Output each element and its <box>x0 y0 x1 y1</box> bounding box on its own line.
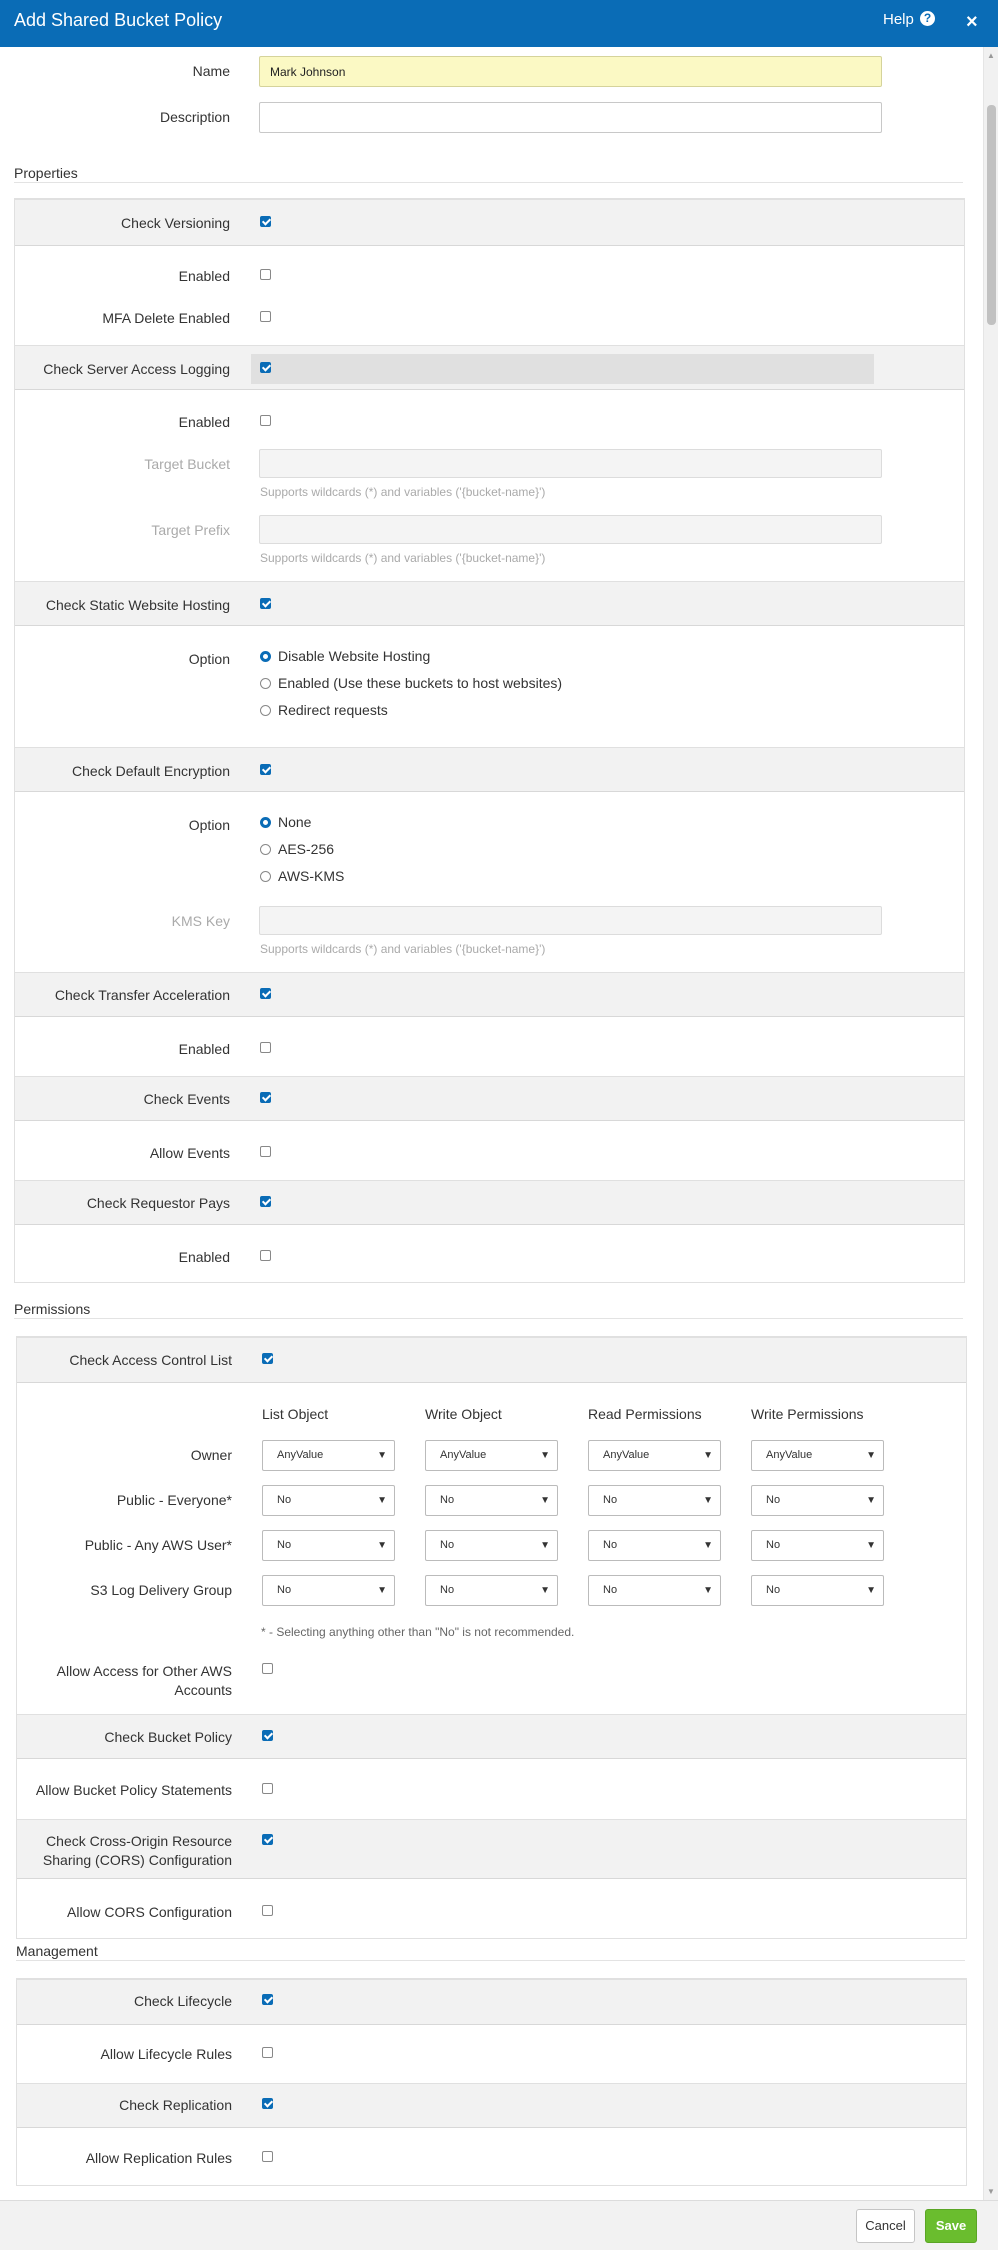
encryption-none-radio[interactable] <box>260 817 271 828</box>
check-bucket-policy-label: Check Bucket Policy <box>104 1729 232 1745</box>
bucket-policy-statements-checkbox[interactable] <box>262 1783 273 1794</box>
acceleration-enabled-label: Enabled <box>178 1041 230 1057</box>
acl-warning-note: * - Selecting anything other than "No" is not recommended. <box>261 1625 575 1639</box>
check-acceleration-checkbox[interactable] <box>260 988 271 999</box>
target-prefix-label: Target Prefix <box>151 522 230 538</box>
check-encryption-label: Check Default Encryption <box>72 763 230 779</box>
check-website-checkbox[interactable] <box>260 598 271 609</box>
aws-user-read-permissions-select[interactable]: No ▼ <box>588 1530 721 1561</box>
chevron-down-icon: ▼ <box>377 1540 387 1551</box>
col-write-permissions: Write Permissions <box>751 1406 864 1422</box>
divider <box>14 182 963 183</box>
divider <box>16 1960 965 1961</box>
dialog-title: Add Shared Bucket Policy <box>14 10 223 30</box>
check-bucket-policy-checkbox[interactable] <box>262 1730 273 1741</box>
check-replication-label: Check Replication <box>119 2097 232 2113</box>
log-delivery-write-permissions-select[interactable]: No ▼ <box>751 1575 884 1606</box>
target-prefix-input[interactable] <box>259 515 882 544</box>
save-button[interactable]: Save <box>925 2209 977 2243</box>
lifecycle-rules-label: Allow Lifecycle Rules <box>100 2046 232 2062</box>
chevron-down-icon: ▼ <box>540 1540 550 1551</box>
website-enabled-label: Enabled (Use these buckets to host websites) <box>278 675 563 691</box>
chevron-down-icon: ▼ <box>703 1540 713 1551</box>
scrollbar[interactable] <box>983 47 998 2200</box>
chevron-down-icon: ▼ <box>540 1495 550 1506</box>
acl-row-any-aws-user-label: Public - Any AWS User* <box>84 1537 232 1553</box>
logging-focus-bar <box>251 354 874 384</box>
chevron-down-icon: ▼ <box>866 1585 876 1596</box>
col-write-object: Write Object <box>425 1406 502 1422</box>
log-delivery-write-object-select[interactable]: No ▼ <box>425 1575 558 1606</box>
versioning-enabled-checkbox[interactable] <box>260 269 271 280</box>
encryption-kms-radio[interactable] <box>260 871 271 882</box>
check-events-checkbox[interactable] <box>260 1092 271 1103</box>
replication-rules-label: Allow Replication Rules <box>85 2150 232 2166</box>
chevron-down-icon: ▼ <box>866 1495 876 1506</box>
check-logging-checkbox[interactable] <box>260 362 271 373</box>
kms-key-label: KMS Key <box>171 913 230 929</box>
check-events-label: Check Events <box>143 1091 230 1107</box>
target-bucket-label: Target Bucket <box>144 456 230 472</box>
versioning-enabled-label: Enabled <box>178 268 230 284</box>
log-delivery-list-object-select[interactable]: No ▼ <box>262 1575 395 1606</box>
check-website-label: Check Static Website Hosting <box>45 597 230 613</box>
bucket-policy-statements-label: Allow Bucket Policy Statements <box>35 1782 232 1798</box>
cancel-button[interactable]: Cancel <box>856 2209 915 2243</box>
mfa-delete-label: MFA Delete Enabled <box>102 310 230 326</box>
divider <box>14 1318 963 1319</box>
check-cors-label: Check Cross-Origin Resource Sharing (CORS) Configuration <box>42 1833 232 1868</box>
chevron-down-icon: ▼ <box>377 1585 387 1596</box>
chevron-down-icon: ▼ <box>866 1450 876 1461</box>
encryption-aes-radio[interactable] <box>260 844 271 855</box>
encryption-option-label: Option <box>188 817 230 833</box>
website-disable-radio[interactable] <box>260 651 271 662</box>
encryption-kms-label: AWS-KMS <box>278 868 345 884</box>
other-accounts-checkbox[interactable] <box>262 1663 273 1674</box>
chevron-down-icon: ▼ <box>377 1450 387 1461</box>
allow-events-checkbox[interactable] <box>260 1146 271 1157</box>
logging-enabled-label: Enabled <box>178 414 230 430</box>
target-bucket-hint: Supports wildcards (*) and variables ('{bucket-name}') <box>260 485 546 499</box>
target-bucket-input[interactable] <box>259 449 882 478</box>
check-versioning-label: Check Versioning <box>121 215 230 231</box>
owner-list-object-select[interactable]: AnyValue ▼ <box>262 1440 395 1471</box>
check-encryption-checkbox[interactable] <box>260 764 271 775</box>
aws-user-write-permissions-select[interactable]: No ▼ <box>751 1530 884 1561</box>
website-redirect-radio[interactable] <box>260 705 271 716</box>
scrollbar-thumb[interactable] <box>987 105 996 325</box>
mfa-delete-checkbox[interactable] <box>260 311 271 322</box>
permissions-section-title: Permissions <box>14 1301 91 1317</box>
check-requestor-checkbox[interactable] <box>260 1196 271 1207</box>
management-section-title: Management <box>16 1943 98 1959</box>
chevron-down-icon: ▼ <box>703 1450 713 1461</box>
requestor-enabled-label: Enabled <box>178 1249 230 1265</box>
description-label: Description <box>159 109 230 125</box>
acl-row-public-everyone-label: Public - Everyone* <box>116 1492 232 1508</box>
chevron-down-icon: ▼ <box>540 1450 550 1461</box>
allow-cors-checkbox[interactable] <box>262 1905 273 1916</box>
everyone-write-object-select[interactable]: No ▼ <box>425 1485 558 1516</box>
name-input[interactable] <box>259 56 882 87</box>
scroll-down-icon[interactable]: ▼ <box>987 2187 995 2196</box>
help-link[interactable]: Help <box>883 11 914 28</box>
chevron-down-icon: ▼ <box>703 1585 713 1596</box>
close-icon[interactable]: × <box>966 11 978 33</box>
chevron-down-icon: ▼ <box>866 1540 876 1551</box>
col-list-object: List Object <box>262 1406 329 1422</box>
check-acl-label: Check Access Control List <box>69 1352 232 1368</box>
description-input[interactable] <box>259 102 882 133</box>
properties-section-title: Properties <box>14 165 78 181</box>
dialog-footer <box>0 2200 998 2250</box>
chevron-down-icon: ▼ <box>540 1585 550 1596</box>
help-icon[interactable]: ? <box>920 11 935 26</box>
lifecycle-rules-checkbox[interactable] <box>262 2047 273 2058</box>
acceleration-enabled-checkbox[interactable] <box>260 1042 271 1053</box>
website-option-label: Option <box>188 651 230 667</box>
website-redirect-label: Redirect requests <box>278 702 388 718</box>
name-label: Name <box>192 63 230 79</box>
aws-user-list-object-select[interactable]: No ▼ <box>262 1530 395 1561</box>
check-lifecycle-label: Check Lifecycle <box>133 1993 232 2009</box>
owner-read-permissions-select[interactable]: AnyValue ▼ <box>588 1440 721 1471</box>
encryption-none-label: None <box>278 814 312 830</box>
other-accounts-label: Allow Access for Other AWS Accounts <box>56 1663 232 1698</box>
check-acceleration-label: Check Transfer Acceleration <box>54 987 230 1003</box>
check-versioning-checkbox[interactable] <box>260 216 271 227</box>
acl-row-owner-label: Owner <box>190 1447 232 1463</box>
scroll-up-icon[interactable]: ▲ <box>987 51 995 60</box>
website-disable-label: Disable Website Hosting <box>278 648 431 664</box>
check-logging-label: Check Server Access Logging <box>43 361 230 377</box>
logging-enabled-checkbox[interactable] <box>260 415 271 426</box>
check-acl-checkbox[interactable] <box>262 1353 273 1364</box>
aws-user-write-object-select[interactable]: No ▼ <box>425 1530 558 1561</box>
encryption-aes-label: AES-256 <box>278 841 335 857</box>
dialog-header <box>0 0 998 47</box>
check-replication-checkbox[interactable] <box>262 2098 273 2109</box>
website-enabled-radio[interactable] <box>260 678 271 689</box>
log-delivery-read-permissions-select[interactable]: No ▼ <box>588 1575 721 1606</box>
requestor-enabled-checkbox[interactable] <box>260 1250 271 1261</box>
target-prefix-hint: Supports wildcards (*) and variables ('{bucket-name}') <box>260 551 546 565</box>
col-read-permissions: Read Permissions <box>588 1406 702 1422</box>
everyone-write-permissions-select[interactable]: No ▼ <box>751 1485 884 1516</box>
owner-write-object-select[interactable]: AnyValue ▼ <box>425 1440 558 1471</box>
kms-key-hint: Supports wildcards (*) and variables ('{bucket-name}') <box>260 942 546 956</box>
check-requestor-label: Check Requestor Pays <box>86 1195 230 1211</box>
check-lifecycle-checkbox[interactable] <box>262 1994 273 2005</box>
chevron-down-icon: ▼ <box>377 1495 387 1506</box>
allow-cors-label: Allow CORS Configuration <box>67 1904 232 1920</box>
check-cors-checkbox[interactable] <box>262 1834 273 1845</box>
acl-row-log-delivery-label: S3 Log Delivery Group <box>90 1582 232 1598</box>
chevron-down-icon: ▼ <box>703 1495 713 1506</box>
allow-events-label: Allow Events <box>149 1145 230 1161</box>
replication-rules-checkbox[interactable] <box>262 2151 273 2162</box>
owner-write-permissions-select[interactable]: AnyValue ▼ <box>751 1440 884 1471</box>
everyone-list-object-select[interactable]: No ▼ <box>262 1485 395 1516</box>
kms-key-input[interactable] <box>259 906 882 935</box>
everyone-read-permissions-select[interactable]: No ▼ <box>588 1485 721 1516</box>
